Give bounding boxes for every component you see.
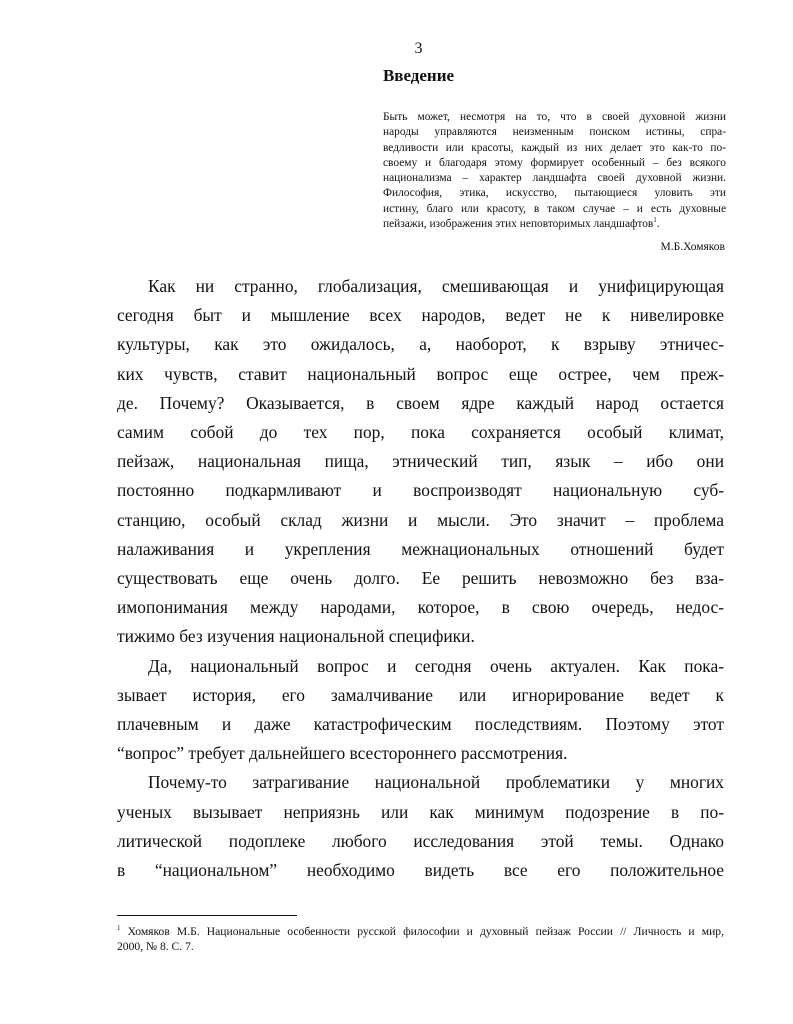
paragraph-line: сегодня быт и мышление всех народов, ведет не к нивелировке (117, 305, 724, 326)
epigraph-line: Быть может, несмотря на то, что в своей духовной жизни (383, 111, 726, 123)
epigraph-period: . (656, 218, 660, 231)
epigraph-line: национализма – характер ландшафта своей духовной жизни. (383, 172, 726, 185)
paragraph-line: постоянно подкармливают и воспроизводят национальную суб- (117, 480, 724, 501)
epigraph-line: Философия, этика, искусство, пытающиеся уловить эти (383, 187, 726, 200)
paragraph-line: ких чувств, ставит национальный вопрос еще острее, чем преж- (117, 363, 724, 384)
footnote-mark: 1 (117, 924, 121, 933)
paragraph-line: налаживания и укрепления межнациональных отношений будет (117, 538, 724, 559)
footnote-line: 2000, № 8. С. 7. (117, 940, 194, 953)
page-title: Введение (382, 66, 455, 85)
paragraph-line: самим собой до тех пор, пока сохраняется особый климат, (117, 422, 724, 443)
main-text (117, 272, 724, 885)
page-number: 3 (414, 40, 423, 57)
epigraph (383, 110, 726, 232)
epigraph-line: своему и благодаря этому формирует особенный – без всякого (383, 156, 726, 169)
paragraph-line: де. Почему? Оказывается, в своем ядре каждый народ остается (117, 392, 724, 413)
paragraph-line: имопонимания между народами, которое, в свою очередь, недос- (117, 597, 724, 618)
paragraph-line: Почему-то затрагивание национальной проблематики у многих (148, 772, 724, 793)
footnote-text: Хомяков М.Б. Национальные особенности русской философии и духовный пейзаж России // Личность и мир, (127, 925, 724, 938)
footnote (117, 924, 724, 954)
paragraph-line: станцию, особый склад жизни и мысли. Это значит – проблема (117, 509, 724, 530)
epigraph-line: народы управляются неизменным поиском истины, спра- (383, 126, 726, 139)
epigraph-line: ведливости или красоты, каждый из них делает это как-то по- (383, 141, 726, 154)
paragraph-line: зывает история, его замалчивание или игнорирование ведет к (117, 684, 724, 705)
epigraph-footnote-mark: 1 (653, 216, 657, 225)
paragraph-line: существовать еще очень долго. Ее решить невозможно без вза- (117, 568, 724, 589)
epigraph-line: истину, благо или красоту, в таком случае – и есть духовные (383, 202, 726, 215)
paragraph-line: Как ни странно, глобализация, смешивающая и унифицирующая (148, 276, 724, 296)
epigraph-last-line (383, 217, 726, 232)
paragraph-line: плачевным и даже катастрофическим последствиям. Поэтому этот (117, 714, 724, 735)
paragraph-line: литической подоплеке любого исследования этой темы. Однако (117, 830, 724, 851)
epigraph-line-text: пейзажи, изображения этих неповторимых ландшафтов (383, 218, 654, 231)
footnote-divider (117, 915, 297, 916)
paragraph-1 (117, 272, 724, 652)
paragraph-2 (117, 652, 724, 769)
paragraph-3 (117, 768, 724, 885)
paragraph-line: в “национальном” необходимо видеть все его положительное (117, 860, 724, 881)
paragraph-line: “вопрос” требует дальнейшего всестороннего рассмотрения. (117, 743, 568, 764)
paragraph-line: ученых вызывает неприязнь или как минимум подозрение в по- (117, 801, 724, 822)
footnote-line (117, 924, 724, 939)
paragraph-line: Да, национальный вопрос и сегодня очень актуален. Как пока- (148, 655, 724, 676)
paragraph-line: пейзаж, национальная пища, этнический тип, язык – ибо они (117, 451, 724, 472)
paragraph-line: культуры, как это ожидалось, а, наоборот, к взрыву этничес- (117, 334, 724, 355)
epigraph-author: М.Б.Хомяков (660, 241, 725, 253)
paragraph-line: тижимо без изучения национальной специфики. (117, 626, 475, 647)
